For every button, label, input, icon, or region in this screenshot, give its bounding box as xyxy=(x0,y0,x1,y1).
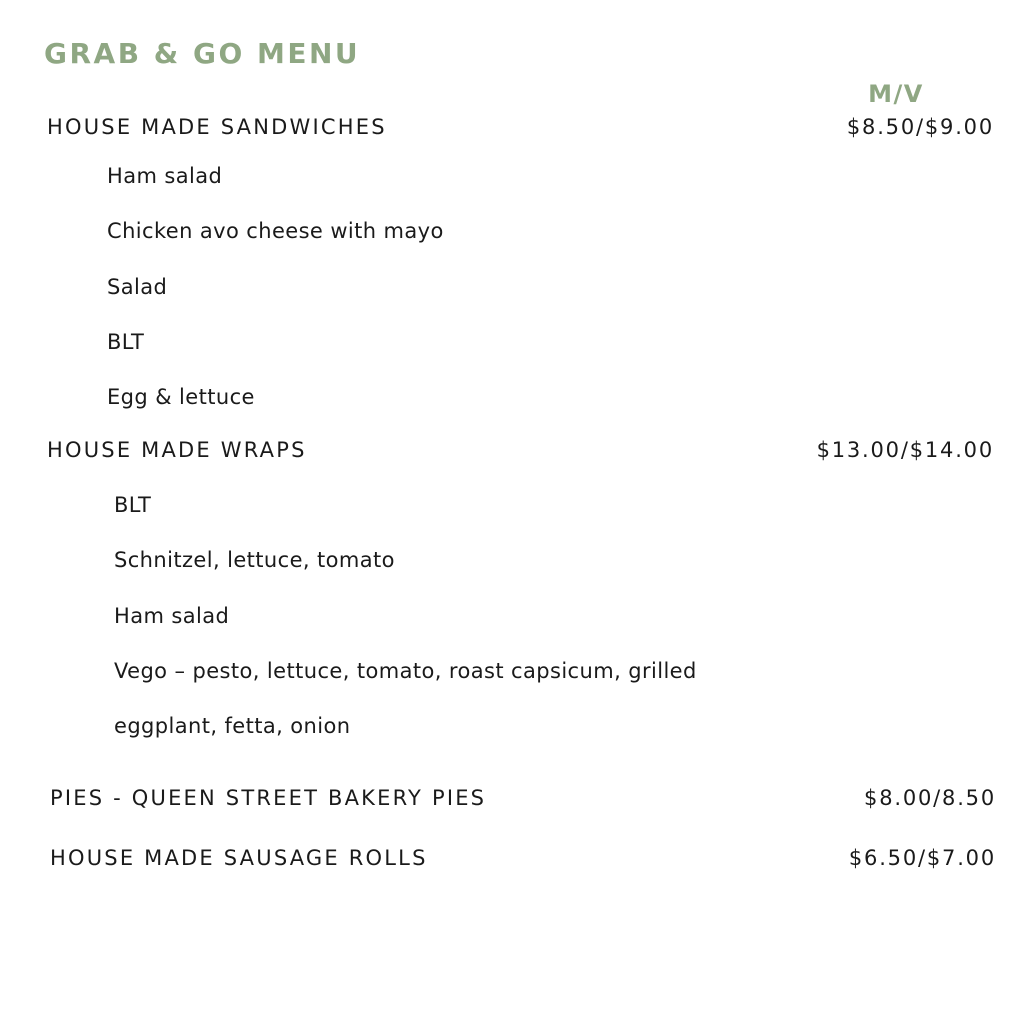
section-price: $8.50/$9.00 xyxy=(846,115,994,139)
menu-section-pies xyxy=(50,782,996,814)
section-price: $13.00/$14.00 xyxy=(816,438,994,462)
section-name: HOUSE MADE WRAPS xyxy=(47,438,307,462)
section-price: $8.00/8.50 xyxy=(864,786,996,810)
list-item: Ham salad xyxy=(107,164,223,188)
list-item: Chicken avo cheese with mayo xyxy=(107,219,444,244)
menu-section-sandwiches xyxy=(47,111,994,143)
section-name: PIES - QUEEN STREET BAKERY PIES xyxy=(50,786,487,810)
list-item: eggplant, fetta, onion xyxy=(114,714,351,739)
list-item: BLT xyxy=(107,329,145,354)
section-name: HOUSE MADE SANDWICHES xyxy=(47,115,387,139)
list-item: Ham salad xyxy=(114,603,230,628)
list-item: Vego – pesto, lettuce, tomato, roast capsicum, grilled xyxy=(114,658,697,683)
list-item: Schnitzel, lettuce, tomato xyxy=(114,548,395,573)
list-item: Salad xyxy=(107,274,168,299)
list-item: Egg & lettuce xyxy=(107,385,255,410)
price-column-header: M/V xyxy=(868,80,924,108)
wrap-item-list xyxy=(114,490,697,766)
sandwich-item-list xyxy=(107,161,444,437)
list-item: BLT xyxy=(114,493,152,517)
section-price: $6.50/$7.00 xyxy=(848,846,996,870)
menu-section-wraps xyxy=(47,434,994,466)
section-name: HOUSE MADE SAUSAGE ROLLS xyxy=(50,846,428,870)
menu-section-sausage-rolls xyxy=(50,842,996,874)
menu-title: GRAB & GO MENU xyxy=(44,37,361,70)
